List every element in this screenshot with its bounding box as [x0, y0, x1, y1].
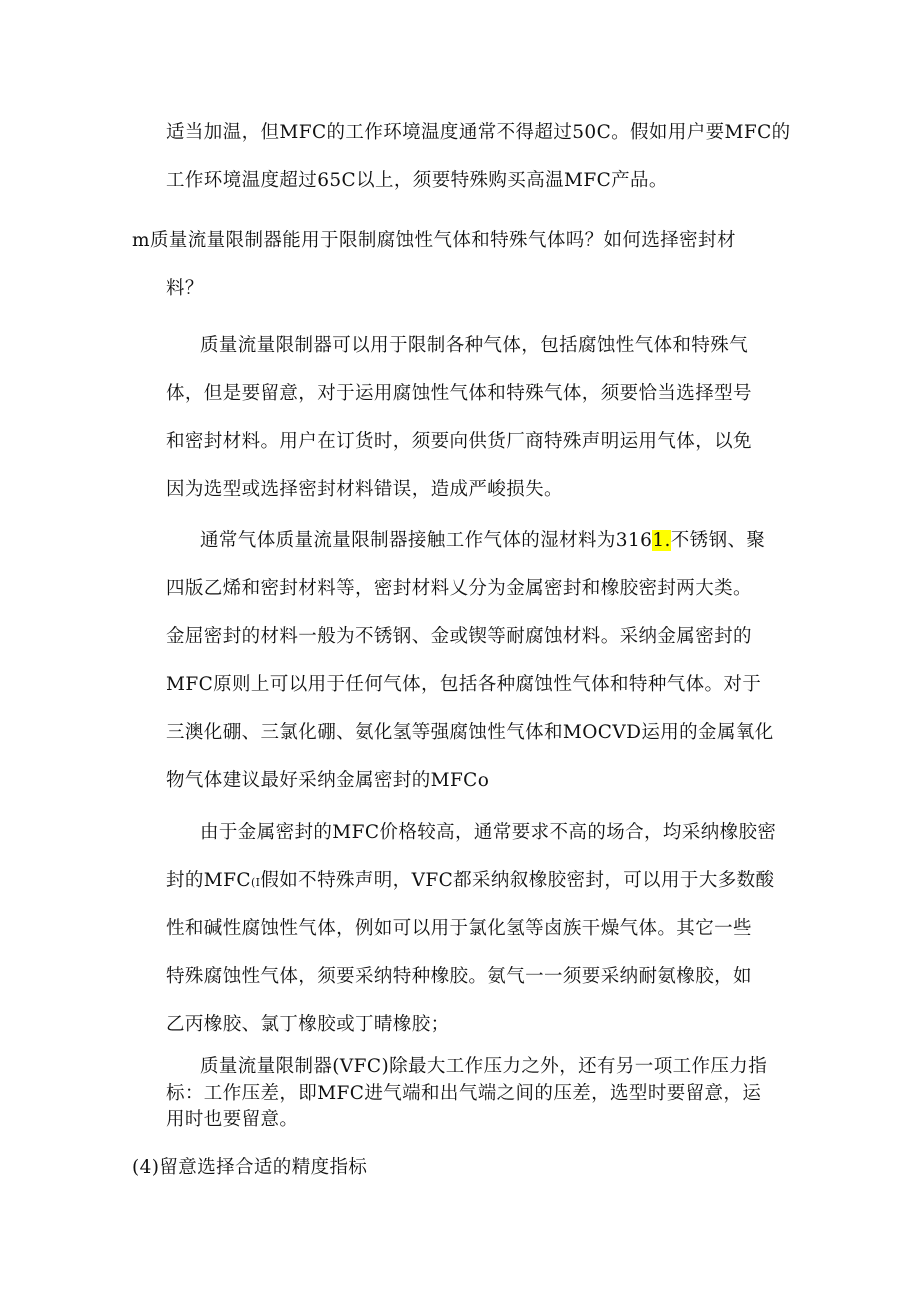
- paragraph-4-line-3: 金屈密封的材料一般为不锈钢、金或锲等耐腐蚀材料。采纳金属密封的: [166, 626, 752, 647]
- paragraph-4-line-4: MFC原则上可以用于任何气体，包括各种腐蚀性气体和特种气体。对于: [166, 674, 762, 695]
- paragraph-6-line-1: 质量流量限制器(VFC)除最大工作压力之外，还有另一项工作压力指: [200, 1056, 768, 1077]
- paragraph-4-line-1-start: 通常气体质量流量限制器接触工作气体的湿材料为316: [200, 530, 653, 551]
- paragraph-3-line-4: 因为选型或选择密封材料错误，造成严峻损失。: [166, 479, 563, 500]
- paragraph-4-line-5: 三澳化硼、三氯化硼、氨化氢等强腐蚀性气体和MOCVD运用的金属氧化: [166, 722, 774, 743]
- paragraph-5-line-3: 性和碱性腐蚀性气体，例如可以用于氯化氢等卤族干燥气体。其它一些: [166, 918, 752, 939]
- paragraph-5-line-4: 特殊腐蚀性气体，须要采纳特种橡胶。氨气一一须要采纳耐氨橡胶，如: [166, 966, 752, 987]
- paragraph-3-line-3: 和密封材料。用户在订货时，须要向供货厂商特殊声明运用气体，以免: [166, 431, 752, 452]
- question-heading-line-2: 料？: [166, 278, 204, 299]
- question-heading-line-1: m质量流量限制器能用于限制腐蚀性气体和特殊气体吗？如何选择密封材: [132, 230, 736, 251]
- paragraph-5-line-1: 由于金属密封的MFC价格较高，通常要求不高的场合，均采纳橡胶密: [200, 822, 777, 843]
- paragraph-4-line-6: 物气体建议最好采纳金属密封的MFCo: [166, 770, 490, 791]
- paragraph-4-line-2: 四版乙烯和密封材料等，密封材料乂分为金属密封和橡胶密封两大类。: [166, 578, 752, 599]
- paragraph-1-line-2: 工作环境温度超过65C以上，须要特殊购买高温MFC产品。: [166, 170, 668, 191]
- paragraph-6-line-2: 标：工作压差，即MFC进气端和出气端之间的压差，选型时要留意，运: [166, 1083, 762, 1104]
- paragraph-6-line-3: 用时也要留意。: [166, 1109, 299, 1130]
- highlighted-text: 1.: [652, 530, 671, 551]
- paragraph-4-line-1: [200, 529, 765, 553]
- paragraph-5-line-2-subscript: (I: [250, 876, 261, 889]
- paragraph-3-line-2: 体，但是要留意，对于运用腐蚀性气体和特殊气体，须要恰当选择型号: [166, 383, 752, 404]
- paragraph-1-line-1: 适当加温，但MFC的工作环境温度通常不得超过50C。假如用户要MFC的: [166, 122, 791, 143]
- section-heading-precision: (4)留意选择合适的精度指标: [132, 1157, 368, 1178]
- paragraph-4-line-1-end: 不锈钢、聚: [670, 530, 766, 551]
- paragraph-5-line-2: [166, 869, 774, 895]
- paragraph-5-line-2-start: 封的MFC: [166, 870, 251, 891]
- paragraph-5-line-2-end: 假如不特殊声明，VFC都采纳叙橡胶密封，可以用于大多数酸: [260, 870, 775, 891]
- paragraph-5-line-5: 乙丙橡胶、氯丁橡胶或丁晴橡胶；: [166, 1014, 450, 1035]
- paragraph-3-line-1: 质量流量限制器可以用于限制各种气体，包括腐蚀性气体和特殊气: [200, 335, 749, 356]
